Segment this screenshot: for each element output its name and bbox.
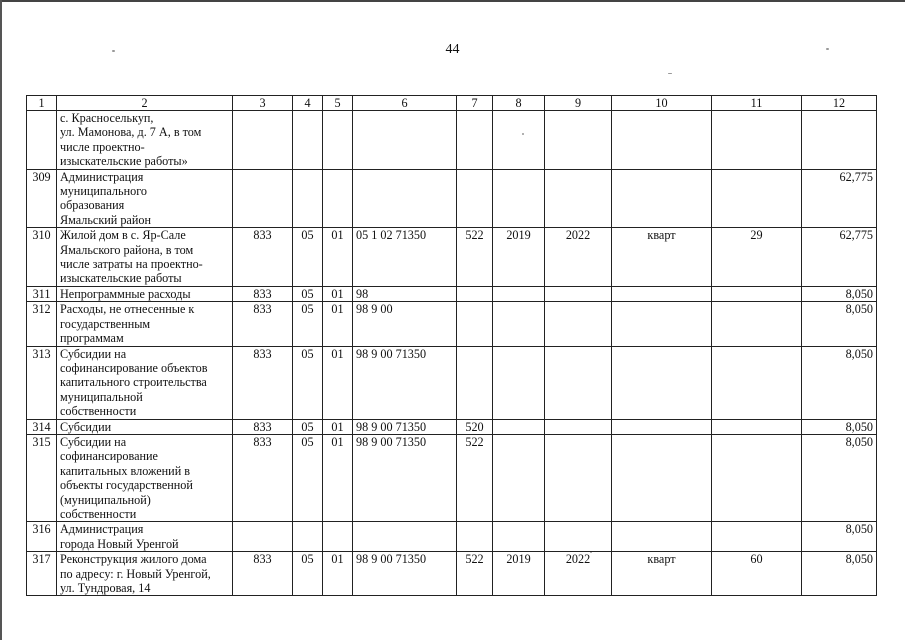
cell-subsection <box>323 522 353 552</box>
cell-section: 05 <box>293 419 323 434</box>
cell-section: 05 <box>293 302 323 346</box>
cell-amount: 8,050 <box>802 522 877 552</box>
cell-unit: кварт <box>612 552 712 596</box>
col-header: 4 <box>293 96 323 111</box>
cell-end-year <box>545 346 612 419</box>
cell-ministry-code: 833 <box>233 346 293 419</box>
cell-capacity <box>712 434 802 521</box>
scan-edge-top <box>0 0 905 2</box>
cell-item-name: Администрация муниципального образования Ямальский район <box>57 169 233 228</box>
cell-target-article: 98 9 00 <box>353 302 457 346</box>
cell-section: 05 <box>293 552 323 596</box>
cell-unit <box>612 346 712 419</box>
cell-row-number: 317 <box>27 552 57 596</box>
table-row <box>27 228 877 287</box>
cell-row-number <box>27 111 57 170</box>
cell-capacity: 29 <box>712 228 802 287</box>
cell-ministry-code: 833 <box>233 434 293 521</box>
cell-subsection <box>323 111 353 170</box>
cell-subsection: 01 <box>323 302 353 346</box>
cell-unit <box>612 111 712 170</box>
cell-end-year <box>545 419 612 434</box>
table-row <box>27 434 877 521</box>
cell-row-number: 315 <box>27 434 57 521</box>
cell-subsection <box>323 169 353 228</box>
cell-unit <box>612 522 712 552</box>
cell-start-year <box>493 169 545 228</box>
cell-start-year <box>493 302 545 346</box>
cell-subsection: 01 <box>323 434 353 521</box>
cell-amount: 8,050 <box>802 286 877 301</box>
cell-end-year <box>545 169 612 228</box>
cell-item-name: с. Красноселькуп, ул. Мамонова, д. 7 А, в том числе проектно- изыскательские работы» <box>57 111 233 170</box>
cell-unit <box>612 419 712 434</box>
cell-amount: 62,775 <box>802 228 877 287</box>
cell-unit <box>612 169 712 228</box>
table-row <box>27 522 877 552</box>
cell-start-year <box>493 346 545 419</box>
cell-target-article: 98 <box>353 286 457 301</box>
cell-section <box>293 169 323 228</box>
cell-expense-type <box>457 169 493 228</box>
cell-item-name: Субсидии на софинансирование капитальных вложений в объекты государственной (муниципальной) собственности <box>57 434 233 521</box>
cell-amount: 8,050 <box>802 434 877 521</box>
cell-section: 05 <box>293 346 323 419</box>
cell-expense-type: 520 <box>457 419 493 434</box>
col-header: 12 <box>802 96 877 111</box>
table-row <box>27 346 877 419</box>
table-row <box>27 286 877 301</box>
cell-expense-type: 522 <box>457 434 493 521</box>
cell-subsection: 01 <box>323 286 353 301</box>
cell-subsection: 01 <box>323 419 353 434</box>
cell-target-article: 98 9 00 71350 <box>353 346 457 419</box>
cell-expense-type <box>457 522 493 552</box>
cell-end-year <box>545 522 612 552</box>
cell-unit <box>612 302 712 346</box>
cell-start-year <box>493 286 545 301</box>
cell-ministry-code: 833 <box>233 302 293 346</box>
col-header: 6 <box>353 96 457 111</box>
cell-end-year <box>545 434 612 521</box>
cell-item-name: Расходы, не отнесенные к государственным программам <box>57 302 233 346</box>
cell-section <box>293 111 323 170</box>
cell-end-year: 2022 <box>545 552 612 596</box>
cell-capacity <box>712 346 802 419</box>
col-header: 9 <box>545 96 612 111</box>
cell-target-article <box>353 522 457 552</box>
cell-end-year <box>545 302 612 346</box>
cell-capacity <box>712 302 802 346</box>
col-header: 2 <box>57 96 233 111</box>
cell-end-year <box>545 111 612 170</box>
cell-ministry-code: 833 <box>233 228 293 287</box>
col-header: 1 <box>27 96 57 111</box>
cell-row-number: 314 <box>27 419 57 434</box>
cell-amount: 8,050 <box>802 419 877 434</box>
cell-ministry-code <box>233 111 293 170</box>
cell-row-number: 311 <box>27 286 57 301</box>
cell-target-article: 98 9 00 71350 <box>353 419 457 434</box>
cell-start-year <box>493 111 545 170</box>
cell-ministry-code: 833 <box>233 552 293 596</box>
cell-amount: 8,050 <box>802 346 877 419</box>
cell-capacity <box>712 111 802 170</box>
cell-target-article: 05 1 02 71350 <box>353 228 457 287</box>
cell-row-number: 316 <box>27 522 57 552</box>
cell-capacity <box>712 522 802 552</box>
col-header: 8 <box>493 96 545 111</box>
cell-target-article <box>353 169 457 228</box>
cell-target-article <box>353 111 457 170</box>
scan-speck <box>668 73 672 74</box>
cell-ministry-code <box>233 522 293 552</box>
cell-item-name: Реконструкция жилого дома по адресу: г. Новый Уренгой, ул. Тундровая, 14 <box>57 552 233 596</box>
cell-item-name: Субсидии <box>57 419 233 434</box>
table-row <box>27 552 877 596</box>
col-header: 3 <box>233 96 293 111</box>
cell-subsection: 01 <box>323 346 353 419</box>
budget-table <box>26 95 877 596</box>
cell-end-year: 2022 <box>545 228 612 287</box>
cell-row-number: 313 <box>27 346 57 419</box>
cell-start-year <box>493 434 545 521</box>
cell-end-year <box>545 286 612 301</box>
table-row <box>27 419 877 434</box>
cell-subsection: 01 <box>323 228 353 287</box>
cell-ministry-code: 833 <box>233 286 293 301</box>
cell-ministry-code: 833 <box>233 419 293 434</box>
cell-row-number: 312 <box>27 302 57 346</box>
cell-expense-type <box>457 302 493 346</box>
table-row <box>27 302 877 346</box>
cell-capacity: 60 <box>712 552 802 596</box>
cell-item-name: Администрация города Новый Уренгой <box>57 522 233 552</box>
cell-capacity <box>712 419 802 434</box>
cell-unit <box>612 434 712 521</box>
table-row <box>27 169 877 228</box>
cell-expense-type <box>457 346 493 419</box>
cell-row-number: 309 <box>27 169 57 228</box>
cell-target-article: 98 9 00 71350 <box>353 552 457 596</box>
cell-item-name: Непрограммные расходы <box>57 286 233 301</box>
page-number: 44 <box>445 42 460 57</box>
cell-capacity <box>712 286 802 301</box>
cell-section: 05 <box>293 286 323 301</box>
cell-expense-type <box>457 286 493 301</box>
col-header: 11 <box>712 96 802 111</box>
cell-expense-type: 522 <box>457 552 493 596</box>
cell-row-number: 310 <box>27 228 57 287</box>
cell-amount <box>802 111 877 170</box>
cell-amount: 8,050 <box>802 302 877 346</box>
cell-start-year: 2019 <box>493 552 545 596</box>
cell-amount: 62,775 <box>802 169 877 228</box>
cell-section: 05 <box>293 434 323 521</box>
col-header: 10 <box>612 96 712 111</box>
cell-start-year <box>493 419 545 434</box>
cell-expense-type <box>457 111 493 170</box>
scan-edge-left <box>0 0 2 640</box>
header-row <box>27 96 877 111</box>
cell-unit <box>612 286 712 301</box>
cell-unit: кварт <box>612 228 712 287</box>
cell-ministry-code <box>233 169 293 228</box>
cell-section <box>293 522 323 552</box>
cell-start-year <box>493 522 545 552</box>
table-row <box>27 111 877 170</box>
cell-item-name: Жилой дом в с. Яр-Сале Ямальского района, в том числе затраты на проектно- изыскательские работы <box>57 228 233 287</box>
col-header: 7 <box>457 96 493 111</box>
cell-amount: 8,050 <box>802 552 877 596</box>
cell-section: 05 <box>293 228 323 287</box>
cell-item-name: Субсидии на софинансирование объектов капитального строительства муниципальной собственности <box>57 346 233 419</box>
col-header: 5 <box>323 96 353 111</box>
cell-subsection: 01 <box>323 552 353 596</box>
cell-target-article: 98 9 00 71350 <box>353 434 457 521</box>
cell-expense-type: 522 <box>457 228 493 287</box>
cell-capacity <box>712 169 802 228</box>
cell-start-year: 2019 <box>493 228 545 287</box>
